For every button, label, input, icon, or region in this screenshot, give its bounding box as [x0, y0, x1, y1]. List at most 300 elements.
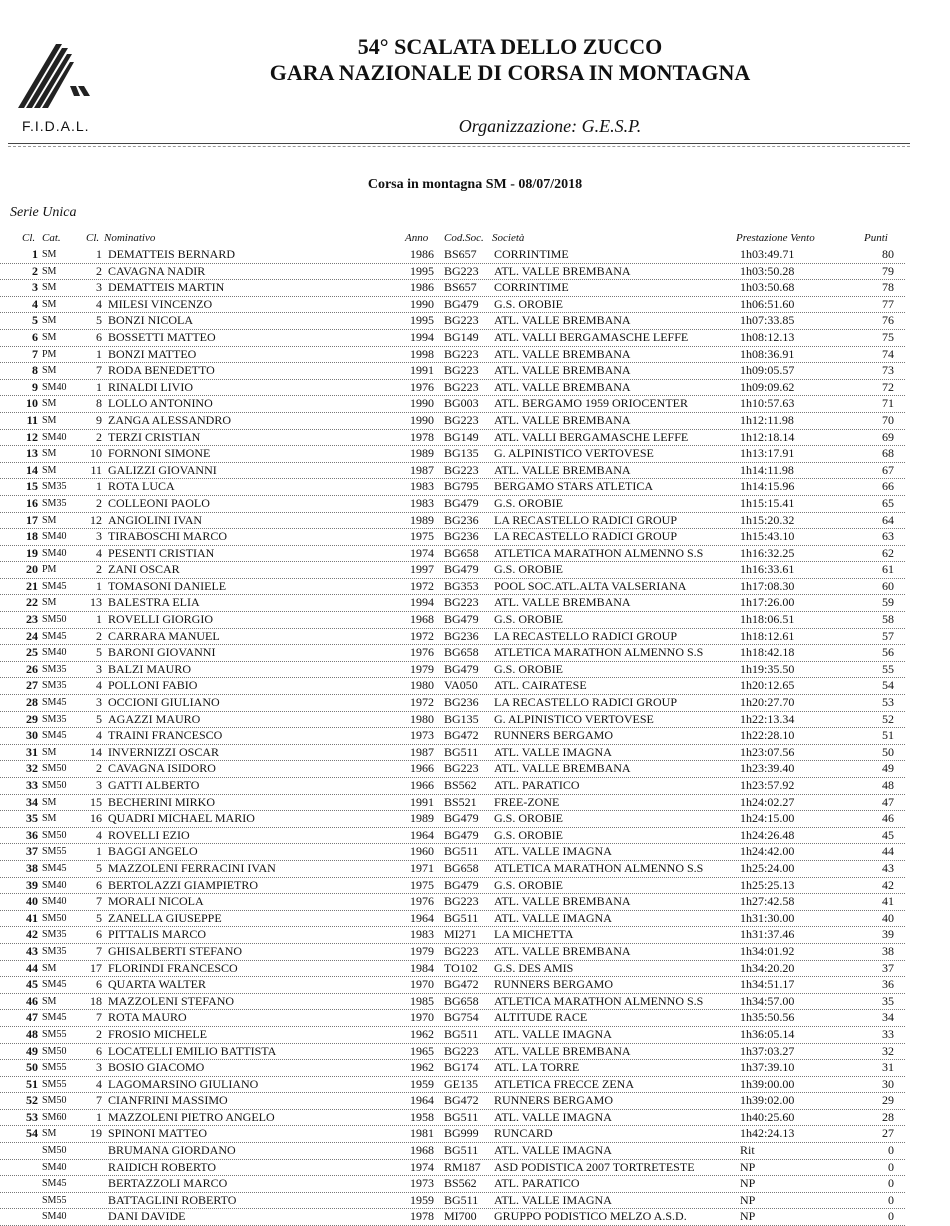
club-name-cell: POOL SOC.ATL.ALTA VALSERIANA [494, 578, 687, 593]
category-cell: SM35 [42, 481, 67, 493]
category-cell: SM40 [42, 547, 67, 559]
athlete-name-cell: GATTI ALBERTO [108, 778, 200, 792]
category-cell: SM40 [42, 896, 67, 908]
class-rank-cell: 4 [96, 545, 102, 560]
club-name-cell: RUNNERS BERGAMO [494, 1093, 614, 1108]
results-table [0, 247, 950, 1226]
club-code-cell: BS562 [444, 1176, 477, 1191]
points-cell: 73 [882, 363, 894, 378]
class-rank-cell: 5 [96, 711, 102, 726]
performance-cell: 1h39:00.00 [740, 1076, 795, 1091]
table-row [0, 380, 905, 397]
points-cell: 59 [882, 595, 894, 610]
table-row [0, 513, 905, 530]
birth-year-cell: 1975 [410, 529, 434, 544]
club-name-cell: G.S. DES AMIS [494, 960, 574, 975]
athlete-name-cell: ANGIOLINI IVAN [108, 512, 203, 527]
club-code-cell: BG353 [444, 578, 479, 593]
club-name-cell: ATL. VALLE IMAGNA [494, 1192, 612, 1207]
position-cell: 4 [32, 296, 38, 311]
table-row [0, 430, 905, 447]
club-name-cell: ATL. VALLI BERGAMASCHE LEFFE [494, 429, 689, 444]
athlete-name-cell: FROSIO MICHELE [108, 1026, 208, 1041]
club-name-cell: G. ALPINISTICO VERTOVESE [494, 446, 654, 461]
position-cell: 23 [26, 612, 38, 627]
position-cell: 11 [26, 412, 38, 427]
header-nominativo: Nominativo [104, 232, 156, 244]
category-cell: SM45 [42, 979, 67, 991]
class-rank-cell: 12 [90, 512, 102, 527]
performance-cell: 1h17:08.30 [740, 578, 795, 593]
class-rank-cell: 1 [96, 247, 102, 261]
athlete-name-cell: POLLONI FABIO [108, 678, 198, 693]
club-code-cell: BG658 [444, 645, 479, 660]
position-cell: 33 [26, 778, 38, 792]
points-cell: 0 [888, 1192, 894, 1207]
birth-year-cell: 1997 [410, 562, 434, 577]
birth-year-cell: 1974 [410, 545, 434, 560]
birth-year-cell: 1984 [410, 960, 434, 975]
club-name-cell: BERGAMO STARS ATLETICA [494, 479, 654, 494]
points-cell: 0 [888, 1159, 894, 1174]
class-rank-cell: 6 [96, 877, 102, 892]
points-cell: 33 [882, 1026, 894, 1041]
birth-year-cell: 1987 [410, 462, 434, 477]
class-rank-cell: 2 [96, 263, 102, 278]
club-name-cell: ATL. LA TORRE [494, 1060, 580, 1075]
club-name-cell: LA RECASTELLO RADICI GROUP [494, 512, 678, 527]
table-row [0, 1060, 905, 1077]
table-row [0, 595, 905, 612]
club-code-cell: BG479 [444, 495, 479, 510]
class-rank-cell: 7 [96, 894, 102, 909]
birth-year-cell: 1972 [410, 578, 434, 593]
points-cell: 70 [882, 412, 894, 427]
athlete-name-cell: TERZI CRISTIAN [108, 429, 201, 444]
table-row [0, 811, 905, 828]
category-cell: SM [42, 448, 57, 460]
performance-cell: 1h03:49.71 [740, 247, 795, 261]
position-cell: 32 [26, 761, 38, 776]
club-code-cell: BG472 [444, 1093, 479, 1108]
athlete-name-cell: RINALDI LIVIO [108, 379, 193, 394]
club-code-cell: BG479 [444, 562, 479, 577]
points-cell: 74 [882, 346, 894, 361]
birth-year-cell: 1975 [410, 877, 434, 892]
performance-cell: 1h16:32.25 [740, 545, 795, 560]
table-row [0, 264, 905, 281]
organization-label: Organizzazione: G.E.S.P. [458, 116, 642, 136]
class-rank-cell: 7 [96, 363, 102, 378]
birth-year-cell: 1987 [410, 744, 434, 759]
category-cell: SM [42, 249, 57, 260]
birth-year-cell: 1991 [410, 794, 434, 809]
category-cell: SM50 [42, 1145, 67, 1157]
class-rank-cell: 11 [90, 462, 102, 477]
club-name-cell: ATL. CAIRATESE [494, 678, 587, 693]
position-cell: 21 [26, 578, 38, 593]
club-name-cell: RUNNERS BERGAMO [494, 728, 614, 743]
class-rank-cell: 1 [96, 1109, 102, 1124]
class-rank-cell: 2 [96, 562, 102, 577]
category-cell: SM [42, 365, 57, 377]
points-cell: 68 [882, 446, 894, 461]
class-rank-cell: 6 [96, 329, 102, 344]
header-punti: Punti [864, 232, 888, 244]
club-name-cell: ATL. VALLE BREMBANA [494, 894, 631, 909]
performance-cell: 1h18:42.18 [740, 645, 795, 660]
category-cell: SM40 [42, 1211, 67, 1223]
points-cell: 0 [888, 1143, 894, 1158]
club-name-cell: ATL. VALLE BREMBANA [494, 761, 631, 776]
performance-cell: 1h22:28.10 [740, 728, 795, 743]
birth-year-cell: 1983 [410, 495, 434, 510]
club-name-cell: LA RECASTELLO RADICI GROUP [494, 695, 678, 710]
performance-cell: 1h25:24.00 [740, 860, 795, 875]
class-rank-cell: 7 [96, 1010, 102, 1025]
class-rank-cell: 7 [96, 943, 102, 958]
class-rank-cell: 9 [96, 412, 102, 427]
points-cell: 47 [882, 794, 894, 809]
performance-cell: 1h24:42.00 [740, 844, 795, 859]
table-row [0, 280, 905, 297]
performance-cell: 1h14:15.96 [740, 479, 795, 494]
performance-cell: 1h34:01.92 [740, 943, 795, 958]
birth-year-cell: 1995 [410, 313, 434, 328]
performance-cell: 1h27:42.58 [740, 894, 795, 909]
points-cell: 28 [882, 1109, 894, 1124]
club-name-cell: ATL. PARATICO [494, 778, 580, 792]
athlete-name-cell: ZANGA ALESSANDRO [108, 412, 232, 427]
athlete-name-cell: RODA BENEDETTO [108, 363, 215, 378]
position-cell: 19 [26, 545, 38, 560]
class-rank-cell: 1 [96, 844, 102, 859]
class-rank-cell: 13 [90, 595, 102, 610]
table-row [0, 529, 905, 546]
birth-year-cell: 1995 [410, 263, 434, 278]
club-code-cell: BG149 [444, 429, 479, 444]
club-code-cell: BS657 [444, 280, 477, 295]
club-code-cell: BG236 [444, 628, 479, 643]
position-cell: 48 [26, 1026, 38, 1041]
position-cell: 53 [26, 1109, 38, 1124]
club-name-cell: GRUPPO PODISTICO MELZO A.S.D. [494, 1209, 687, 1224]
athlete-name-cell: ROVELLI EZIO [108, 827, 190, 842]
points-cell: 66 [882, 479, 894, 494]
birth-year-cell: 1976 [410, 645, 434, 660]
club-code-cell: BG472 [444, 977, 479, 992]
category-cell: SM40 [42, 381, 67, 393]
performance-cell: 1h18:06.51 [740, 612, 795, 627]
position-cell: 8 [32, 363, 38, 378]
points-cell: 56 [882, 645, 894, 660]
athlete-name-cell: ROTA LUCA [108, 479, 175, 494]
table-row [0, 297, 905, 314]
position-cell: 38 [26, 860, 38, 875]
athlete-name-cell: ROVELLI GIORGIO [108, 612, 213, 627]
birth-year-cell: 1990 [410, 412, 434, 427]
club-name-cell: ALTITUDE RACE [494, 1010, 588, 1025]
performance-cell: 1h24:26.48 [740, 827, 795, 842]
athlete-name-cell: BAGGI ANGELO [108, 844, 198, 859]
table-row [0, 496, 905, 513]
header-codsoc: Cod.Soc. [444, 232, 484, 244]
points-cell: 61 [882, 562, 894, 577]
position-cell: 9 [32, 379, 38, 394]
class-rank-cell: 14 [90, 744, 102, 759]
table-row [0, 662, 905, 679]
performance-cell: 1h23:07.56 [740, 744, 795, 759]
position-cell: 51 [26, 1076, 38, 1091]
club-code-cell: BG223 [444, 379, 479, 394]
club-code-cell: BG479 [444, 827, 479, 842]
table-row [0, 778, 905, 795]
category-cell: SM35 [42, 663, 67, 675]
club-code-cell: TO102 [444, 960, 478, 975]
category-cell: SM45 [42, 1178, 67, 1190]
position-cell: 22 [26, 595, 38, 610]
club-code-cell: BG511 [444, 1109, 479, 1124]
birth-year-cell: 1964 [410, 1093, 434, 1108]
position-cell: 50 [26, 1060, 38, 1075]
athlete-name-cell: MORALI NICOLA [108, 894, 204, 909]
club-code-cell: BS657 [444, 247, 477, 261]
club-name-cell: ATL. VALLE BREMBANA [494, 379, 631, 394]
table-row [0, 463, 905, 480]
club-code-cell: BG236 [444, 695, 479, 710]
performance-cell: 1h06:51.60 [740, 296, 795, 311]
position-cell: 31 [26, 744, 38, 759]
points-cell: 76 [882, 313, 894, 328]
table-row [0, 446, 905, 463]
table-row [0, 761, 905, 778]
birth-year-cell: 1981 [410, 1126, 434, 1141]
table-row [0, 1176, 905, 1193]
birth-year-cell: 1986 [410, 280, 434, 295]
birth-year-cell: 1972 [410, 628, 434, 643]
athlete-name-cell: RAIDICH ROBERTO [108, 1159, 217, 1174]
position-cell: 52 [26, 1093, 38, 1108]
page-subtitle: GARA NAZIONALE DI CORSA IN MONTAGNA [269, 60, 751, 85]
performance-cell: 1h34:57.00 [740, 993, 795, 1008]
athlete-name-cell: QUADRI MICHAEL MARIO [108, 811, 255, 826]
athlete-name-cell: AGAZZI MAURO [108, 711, 201, 726]
points-cell: 32 [882, 1043, 894, 1058]
club-name-cell: FREE-ZONE [494, 794, 560, 809]
category-cell: SM50 [42, 1095, 67, 1107]
birth-year-cell: 1979 [410, 661, 434, 676]
club-name-cell: ATL. VALLE IMAGNA [494, 744, 612, 759]
position-cell: 29 [26, 711, 38, 726]
category-cell: SM40 [42, 431, 67, 443]
club-name-cell: ATL. VALLI BERGAMASCHE LEFFE [494, 329, 689, 344]
table-row [0, 1093, 905, 1110]
birth-year-cell: 1986 [410, 247, 434, 261]
birth-year-cell: 1983 [410, 479, 434, 494]
club-code-cell: BG223 [444, 346, 479, 361]
category-cell: SM50 [42, 780, 67, 791]
points-cell: 35 [882, 993, 894, 1008]
class-rank-cell: 3 [96, 661, 102, 676]
birth-year-cell: 1978 [410, 429, 434, 444]
performance-cell: 1h17:26.00 [740, 595, 795, 610]
club-name-cell: ATL. VALLE BREMBANA [494, 943, 631, 958]
birth-year-cell: 1965 [410, 1043, 434, 1058]
table-row [0, 1193, 905, 1210]
points-cell: 46 [882, 811, 894, 826]
table-row [0, 313, 905, 330]
athlete-name-cell: CAVAGNA ISIDORO [108, 761, 216, 776]
birth-year-cell: 1962 [410, 1026, 434, 1041]
athlete-name-cell: CIANFRINI MASSIMO [108, 1093, 228, 1108]
performance-cell: 1h25:25.13 [740, 877, 795, 892]
athlete-name-cell: QUARTA WALTER [108, 977, 206, 992]
header-cl2: Cl. [86, 232, 100, 244]
performance-cell: 1h15:43.10 [740, 529, 795, 544]
class-rank-cell: 4 [96, 678, 102, 693]
table-row [0, 1110, 905, 1127]
category-cell: SM [42, 962, 57, 974]
class-rank-cell: 2 [96, 1026, 102, 1041]
class-rank-cell: 3 [96, 280, 102, 295]
club-code-cell: BG223 [444, 894, 479, 909]
athlete-name-cell: LOLLO ANTONINO [108, 396, 213, 411]
birth-year-cell: 1976 [410, 379, 434, 394]
position-cell: 41 [26, 910, 38, 925]
header-anno: Anno [405, 232, 429, 244]
points-cell: 0 [888, 1176, 894, 1191]
points-cell: 40 [882, 910, 894, 925]
class-rank-cell: 4 [96, 728, 102, 743]
race-title: Corsa in montagna SM - 08/07/2018 [367, 177, 583, 192]
club-name-cell: ATL. VALLE BREMBANA [494, 595, 631, 610]
athlete-name-cell: TIRABOSCHI MARCO [108, 529, 228, 544]
table-row [0, 861, 905, 878]
club-code-cell: BG479 [444, 877, 479, 892]
points-cell: 48 [882, 778, 894, 792]
birth-year-cell: 1973 [410, 728, 434, 743]
club-name-cell: ATL. BERGAMO 1959 ORIOCENTER [494, 396, 688, 411]
athlete-name-cell: BALESTRA ELIA [108, 595, 200, 610]
position-cell: 15 [26, 479, 38, 494]
club-name-cell: ATL. VALLE IMAGNA [494, 1109, 612, 1124]
club-name-cell: LA RECASTELLO RADICI GROUP [494, 628, 678, 643]
athlete-name-cell: INVERNIZZI OSCAR [108, 744, 219, 759]
club-name-cell: ATL. VALLE IMAGNA [494, 910, 612, 925]
category-cell: SM50 [42, 1045, 67, 1057]
club-code-cell: BG174 [444, 1060, 479, 1075]
position-cell: 1 [32, 247, 38, 261]
position-cell: 35 [26, 811, 38, 826]
athlete-name-cell: BRUMANA GIORDANO [108, 1143, 236, 1158]
table-row [0, 1010, 905, 1027]
club-code-cell: BG479 [444, 661, 479, 676]
birth-year-cell: 1985 [410, 993, 434, 1008]
position-cell: 17 [26, 512, 38, 527]
club-code-cell: BG511 [444, 910, 479, 925]
table-row [0, 546, 905, 563]
birth-year-cell: 1980 [410, 678, 434, 693]
athlete-name-cell: MAZZOLENI FERRACINI IVAN [108, 860, 276, 875]
birth-year-cell: 1972 [410, 695, 434, 710]
club-code-cell: BS562 [444, 778, 477, 792]
club-name-cell: G. ALPINISTICO VERTOVESE [494, 711, 654, 726]
performance-cell: 1h37:39.10 [740, 1060, 795, 1075]
club-name-cell: G.S. OROBIE [494, 612, 564, 627]
club-code-cell: BG135 [444, 446, 479, 461]
performance-cell: 1h23:57.92 [740, 778, 795, 792]
class-rank-cell: 1 [96, 379, 102, 394]
table-row [0, 994, 905, 1011]
class-rank-cell: 2 [96, 761, 102, 776]
points-cell: 0 [888, 1209, 894, 1224]
athlete-name-cell: BECHERINI MIRKO [108, 794, 215, 809]
header-divider [8, 143, 910, 144]
class-rank-cell: 3 [96, 529, 102, 544]
birth-year-cell: 1960 [410, 844, 434, 859]
club-code-cell: BG658 [444, 860, 479, 875]
athlete-name-cell: FORNONI SIMONE [108, 446, 211, 461]
athlete-name-cell: LAGOMARSINO GIULIANO [108, 1076, 259, 1091]
category-cell: SM [42, 597, 57, 609]
points-cell: 34 [882, 1010, 894, 1025]
table-row [0, 678, 905, 695]
athlete-name-cell: BARONI GIOVANNI [108, 645, 216, 660]
position-cell: 26 [26, 661, 38, 676]
class-rank-cell: 2 [96, 628, 102, 643]
points-cell: 64 [882, 512, 894, 527]
table-row [0, 695, 905, 712]
athlete-name-cell: BERTAZZOLI MARCO [108, 1176, 228, 1191]
birth-year-cell: 1974 [410, 1159, 434, 1174]
club-name-cell: ATL. VALLE BREMBANA [494, 1043, 631, 1058]
performance-cell: NP [740, 1176, 756, 1191]
position-cell: 10 [26, 396, 38, 411]
category-cell: SM35 [42, 497, 67, 509]
birth-year-cell: 1959 [410, 1076, 434, 1091]
birth-year-cell: 1976 [410, 894, 434, 909]
class-rank-cell: 5 [96, 313, 102, 328]
category-cell: SM45 [42, 730, 67, 742]
category-cell: SM [42, 282, 57, 294]
birth-year-cell: 1998 [410, 346, 434, 361]
table-row [0, 1077, 905, 1094]
club-code-cell: VA050 [444, 678, 478, 693]
category-cell: SM [42, 796, 57, 808]
class-rank-cell: 10 [90, 446, 102, 461]
athlete-name-cell: TOMASONI DANIELE [108, 578, 227, 593]
club-code-cell: BG003 [444, 396, 479, 411]
points-cell: 31 [882, 1060, 894, 1075]
performance-cell: 1h24:15.00 [740, 811, 795, 826]
table-row [0, 1143, 905, 1160]
position-cell: 20 [26, 562, 38, 577]
club-code-cell: BG223 [444, 462, 479, 477]
athlete-name-cell: GHISALBERTI STEFANO [108, 943, 243, 958]
table-row [0, 844, 905, 861]
athlete-name-cell: COLLEONI PAOLO [108, 495, 210, 510]
athlete-name-cell: MILESI VINCENZO [108, 296, 213, 311]
athlete-name-cell: BALZI MAURO [108, 661, 191, 676]
class-rank-cell: 1 [96, 479, 102, 494]
points-cell: 52 [882, 711, 894, 726]
performance-cell: 1h12:11.98 [740, 412, 794, 427]
club-name-cell: ATL. VALLE BREMBANA [494, 263, 631, 278]
birth-year-cell: 1964 [410, 827, 434, 842]
points-cell: 63 [882, 529, 894, 544]
club-name-cell: ATLETICA MARATHON ALMENNO S.S [494, 860, 704, 875]
class-rank-cell: 1 [96, 612, 102, 627]
